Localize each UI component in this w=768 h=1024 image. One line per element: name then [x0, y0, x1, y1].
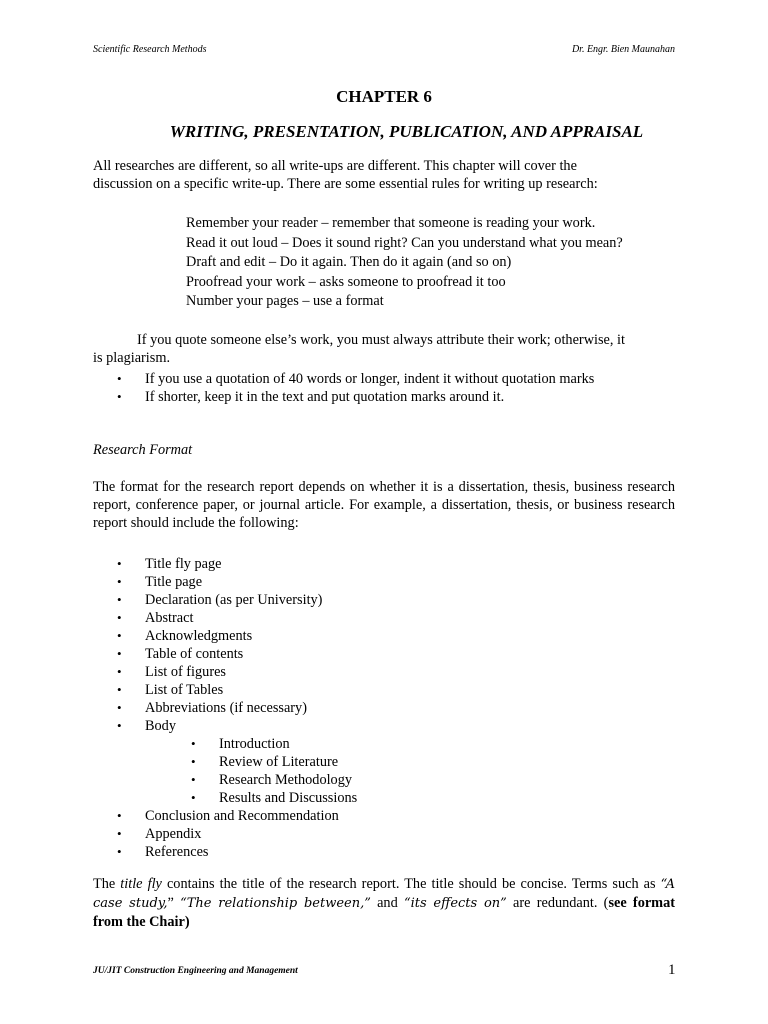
footer-text: JU/JIT Construction Engineering and Management — [93, 966, 298, 976]
quotation-rule-item: • If shorter, keep it in the text and put quotation marks around it. — [117, 388, 594, 406]
quoted-term: “its effects on” — [403, 896, 507, 911]
intro-paragraph — [93, 157, 675, 193]
chapter-subtitle: WRITING, PRESENTATION, PUBLICATION, AND APPRAISAL — [169, 122, 644, 141]
format-item: • Title page — [117, 573, 357, 591]
format-item: • Abbreviations (if necessary) — [117, 699, 357, 717]
quote-line-2: is plagiarism. — [93, 350, 171, 366]
body-sub-item: • Results and Discussions — [191, 789, 357, 807]
format-item: • Acknowledgments — [117, 627, 357, 645]
intro-line-2: discussion on a specific write-up. There are some essential rules for writing up research: — [93, 176, 598, 192]
intro-line-1: All researches are different, so all write-ups are different. This chapter will cover the — [93, 158, 577, 174]
writing-rules-list — [186, 214, 623, 312]
header-author: Dr. Engr. Bien Maunahan — [571, 44, 675, 55]
see-format-note: see format from the Chair) — [93, 895, 676, 930]
quotation-rule-item: • If you use a quotation of 40 words or longer, indent it without quotation marks — [117, 370, 594, 388]
section-heading: Research Format — [93, 442, 193, 458]
body-sub-item: • Research Methodology — [191, 771, 357, 789]
quote-lead: If you quote someone else’s work, you must always attribute their work — [137, 332, 547, 348]
quote-paragraph — [93, 331, 675, 367]
rule-item: Proofread your work – asks someone to proofread it too — [186, 273, 506, 290]
format-item: • Declaration (as per University) — [117, 591, 357, 609]
chapter-title: CHAPTER 6 — [336, 87, 432, 106]
body-sub-item: • Review of Literature — [191, 753, 357, 771]
quoted-term: “The relationship between,” — [180, 896, 371, 911]
rule-item: Remember your reader – remember that someone is reading your work. — [186, 215, 596, 231]
research-format-paragraph: The format for the research report depends on whether it is a dissertation, thesis, business research report, conference paper, or journal article. For example, a dissertation, thesis, or business research report should include the following: — [93, 479, 675, 531]
running-header — [93, 44, 675, 55]
header-course-title: Scientific Research Methods — [93, 44, 207, 55]
format-item: • Appendix — [117, 825, 357, 843]
format-item: • Title fly page — [117, 555, 357, 573]
rule-item: Number your pages – use a format — [186, 293, 384, 309]
format-item: • Abstract — [117, 609, 357, 627]
rule-item: Draft and edit – Do it again. Then do it again (and so on) — [186, 254, 512, 270]
format-item-body-label: Body — [145, 718, 176, 734]
format-item: • List of figures — [117, 663, 357, 681]
body-sublist — [145, 735, 357, 807]
format-item-body — [117, 717, 357, 807]
title-fly-term: title fly — [120, 876, 162, 892]
format-item: • References — [117, 843, 357, 861]
format-item: • Table of contents — [117, 645, 357, 663]
research-format-list — [117, 555, 357, 861]
page-number: 1 — [668, 962, 676, 978]
format-item: • List of Tables — [117, 681, 357, 699]
quotation-rules-list — [117, 370, 594, 406]
format-item: • Conclusion and Recommendation — [117, 807, 357, 825]
body-sub-item: • Introduction — [191, 735, 357, 753]
rule-item: Read it out loud – Does it sound right? Can you understand what you mean? — [186, 234, 623, 251]
title-fly-paragraph: The title fly contains the title of the research report. The title should be concise. Terms such as “A case study,” “The relationship between,” and “its effects on” are redundant. (see format from the Chair) — [93, 876, 676, 930]
quote-rest: ; otherwise, it — [546, 332, 625, 348]
quoted-term: “A case study, — [93, 877, 675, 911]
